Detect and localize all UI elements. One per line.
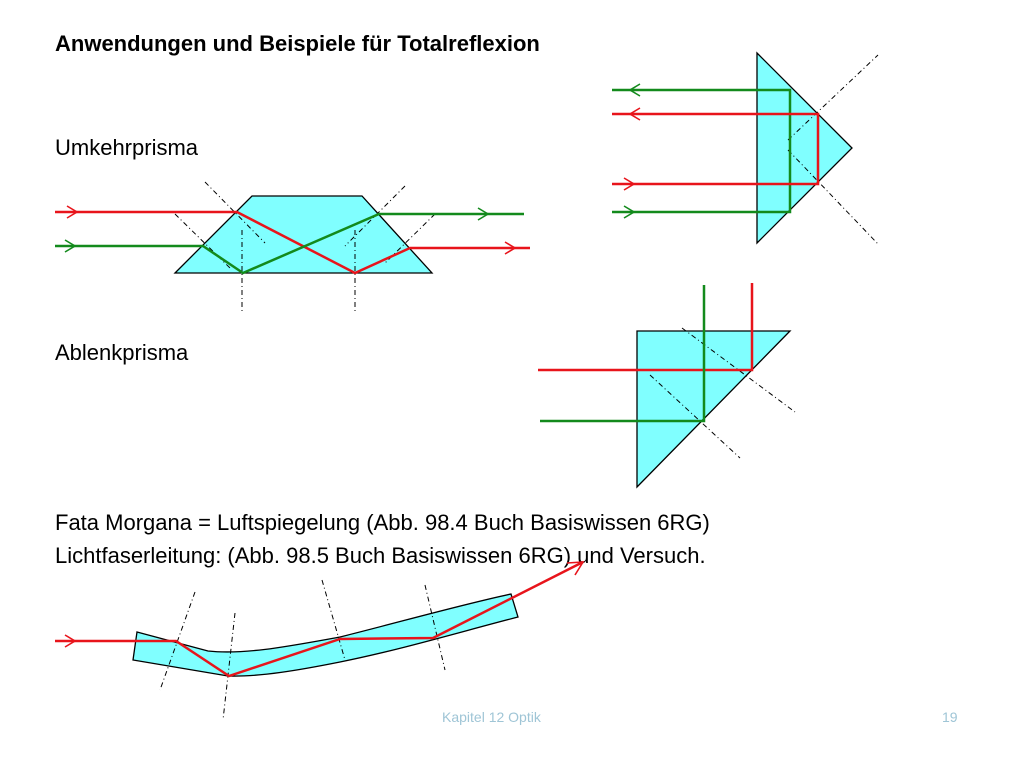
dove-prism <box>175 196 432 273</box>
dove-prism-diagram <box>55 182 530 312</box>
footer-page-number: 19 <box>942 709 958 725</box>
umkehrprisma-label: Umkehrprisma <box>55 135 199 160</box>
reversing-prism <box>757 53 852 243</box>
light-fiber-diagram <box>55 562 583 720</box>
slide-title: Anwendungen und Beispiele für Totalreflexion <box>55 31 540 56</box>
lichtfaser-text: Lichtfaserleitung: (Abb. 98.5 Buch Basiswissen 6RG) und Versuch. <box>55 543 706 568</box>
deflecting-prism-diagram <box>538 283 795 487</box>
fata-morgana-text: Fata Morgana = Luftspiegelung (Abb. 98.4 Buch Basiswissen 6RG) <box>55 510 710 535</box>
light-fiber <box>133 594 518 676</box>
deflecting-prism <box>637 331 790 487</box>
footer-chapter: Kapitel 12 Optik <box>442 709 541 725</box>
ablenkprisma-label: Ablenkprisma <box>55 340 189 365</box>
reversing-prism-diagram <box>612 53 878 244</box>
